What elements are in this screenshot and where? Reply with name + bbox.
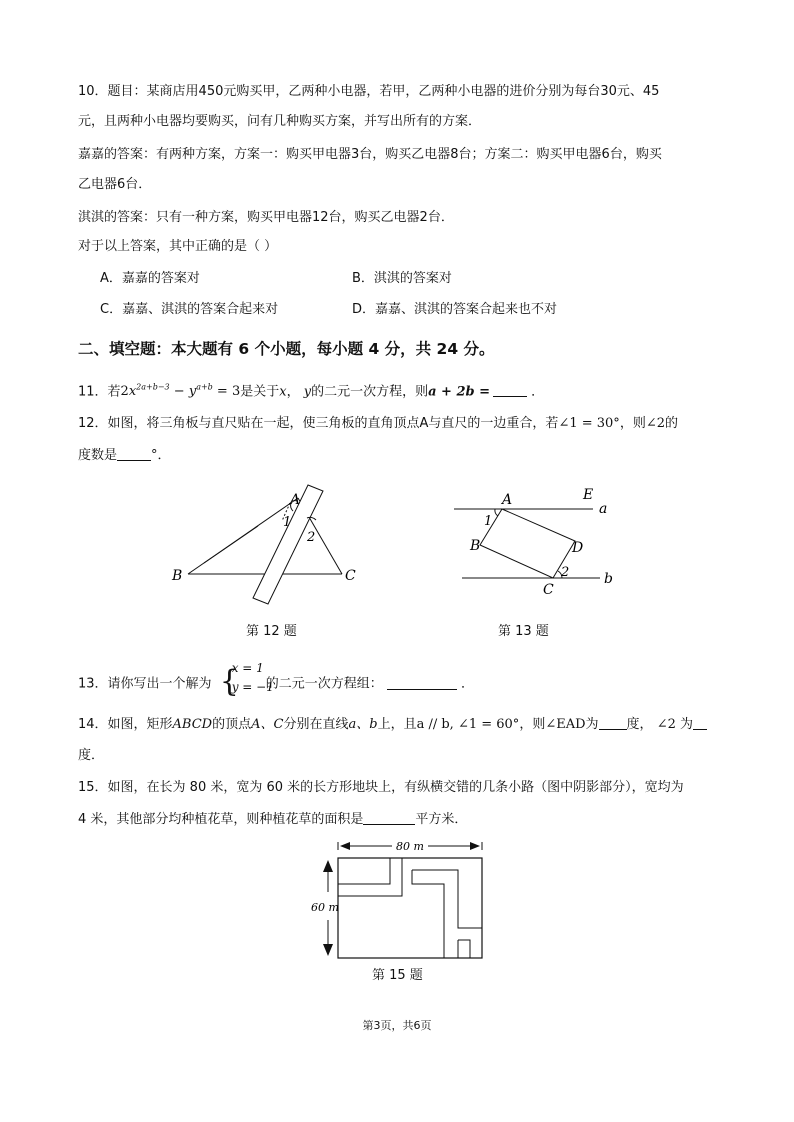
fig15-arrow-right <box>470 842 480 850</box>
fig15-outer-rect <box>338 858 482 958</box>
q14-condition: a // b, ∠1 = 60° <box>416 717 520 732</box>
q13-system-bottom: y = −1 <box>231 680 274 694</box>
q14-line1 <box>78 715 707 735</box>
figure-12 <box>168 478 368 613</box>
q14-text-c: 分别在直线 <box>283 717 349 732</box>
fig12-label-c: C <box>345 568 356 584</box>
fig13-label-line-b: b <box>604 571 613 587</box>
q11-prefix: 11．若 <box>78 384 121 400</box>
fig13-caption: 第 13 题 <box>498 624 549 639</box>
fig13-label-e: E <box>583 487 594 503</box>
q11-equation: $2x^{2a+b-3} - y^{a+b} = 3$ <box>120 383 241 400</box>
q13-end: ． <box>460 676 474 692</box>
fig13-label-line-a: a <box>599 501 608 517</box>
fig15-arrow-up <box>323 860 333 872</box>
fig15-width-label: 80 m <box>396 840 424 853</box>
fig13-angle1-arc <box>495 509 498 516</box>
fig15-path-2-inner <box>412 870 482 928</box>
q15-text-a: 4 米，其他部分均种植花草，则种植花草的面积是 <box>78 812 364 827</box>
q11-expression: a + 2b = <box>428 384 491 400</box>
q12-angle1: ∠1 = 30° <box>558 416 620 431</box>
fig15-path-1-outer <box>338 858 390 884</box>
q10-line1: 10．题目：某商店用450元购买甲，乙两种小电器，若甲，乙两种小电器的进价分别为每台30元、45 <box>78 84 660 99</box>
q10-option-b: B．淇淇的答案对 <box>352 271 452 286</box>
q10-option-d: D．嘉嘉、淇淇的答案合起来也不对 <box>352 302 558 317</box>
q13-system-top: x = 1 <box>231 661 264 675</box>
q10-option-c: C．嘉嘉、淇淇的答案合起来对 <box>100 302 279 317</box>
q12-text-a: 12．如图，将三角板与直尺贴在一起，使三角板的直角顶点A与直尺的一边重合，若 <box>78 416 559 431</box>
fig15-height-label: 60 m <box>311 901 339 914</box>
figure-15 <box>308 836 488 962</box>
q14-text-e: ，则 <box>519 717 546 732</box>
q13-system <box>219 661 274 701</box>
fig12-label-2: 2 <box>307 530 316 545</box>
q14-line2: 度． <box>78 748 105 763</box>
q13-line <box>78 661 474 701</box>
q14-ac: A、C <box>251 717 284 732</box>
q13-suffix: 的二元一次方程组： <box>265 676 383 692</box>
q15-text-b: 平方米． <box>415 812 468 827</box>
fig12-ab-over-ruler <box>204 526 258 563</box>
q13-brace: { <box>219 664 239 699</box>
fig13-label-d: D <box>572 540 584 556</box>
q14-abcd: ABCD <box>172 717 213 732</box>
q15-answer-blank <box>363 810 415 825</box>
q14-blank-1 <box>599 715 627 730</box>
q14-text-b: 的顶点 <box>212 717 252 732</box>
q11-answer-blank <box>493 382 527 397</box>
q14-angle-ead: ∠EAD <box>545 717 586 732</box>
fig15-path-1-inner <box>338 858 402 896</box>
q11-mid1: 是关于 <box>240 384 280 400</box>
fig15-arrow-down <box>323 944 333 956</box>
q12-text-d: 度数是 <box>78 448 118 463</box>
fig13-label-1: 1 <box>484 514 493 529</box>
figure-13 <box>448 482 623 600</box>
q11-var-x: x <box>279 384 287 400</box>
q10-jiajia-line1: 嘉嘉的答案：有两种方案，方案一：购买甲电器3台，购买乙电器8台；方案二：购买甲电器6台，购买 <box>78 147 662 162</box>
q12-answer-blank <box>117 446 151 461</box>
fig15-path-3 <box>458 940 470 958</box>
fig12-caption: 第 12 题 <box>246 624 297 639</box>
q14-text-d: 上，且 <box>377 717 417 732</box>
q14-ab: a、b <box>348 717 378 732</box>
q10-qiqi-answer: 淇淇的答案：只有一种方案，购买甲电器12台，购买乙电器2台． <box>78 210 454 225</box>
fig15-arrow-left <box>340 842 350 850</box>
q11-line: 11．若$2x^{2a+b-3} - y^{a+b} = 3$是关于x， y的二元一次方程，则a + 2b = ． <box>78 383 545 400</box>
fig12-label-1: 1 <box>283 515 292 530</box>
fig13-label-2: 2 <box>561 565 570 580</box>
q14-angle2: ∠2 <box>656 717 676 732</box>
q12-line2 <box>78 446 171 466</box>
q10-jiajia-line2: 乙电器6台． <box>78 177 152 192</box>
section-heading: 二、填空题：本大题有 6 个小题，每小题 4 分，共 24 分。 <box>78 340 495 358</box>
q12-text-b: ，则 <box>619 416 646 431</box>
q15-line1: 15．如图，在长为 80 米，宽为 60 米的长方形地块上，有纵横交错的几条小路（图中阴影部分），宽均为 <box>78 780 684 795</box>
q10-line2: 元，且两种小电器均要购买，问有几种购买方案，并写出所有的方案． <box>78 114 482 129</box>
q12-angle2: ∠2 <box>645 416 665 431</box>
fig13-label-b-vertex: B <box>470 538 481 554</box>
fig15-path-2-outer <box>412 870 444 958</box>
q12-text-c: 的 <box>665 416 679 431</box>
page-footer: 第3页，共6页 <box>362 1019 432 1032</box>
fig13-label-a-vertex: A <box>502 492 513 508</box>
q14-text-h: 为 <box>680 717 694 732</box>
q14-text-g: 度， <box>626 717 653 732</box>
q12-line1 <box>78 414 678 434</box>
q14-blank-2 <box>693 715 707 730</box>
q13-prefix: 13．请你写出一个解为 <box>78 676 212 692</box>
fig15-caption: 第 15 题 <box>372 968 423 983</box>
q11-mid2: 的二元一次方程，则 <box>311 384 429 400</box>
q15-line2 <box>78 810 467 830</box>
q13-answer-blank <box>387 675 457 690</box>
q10-option-a: A．嘉嘉的答案对 <box>100 271 200 286</box>
fig12-label-b: B <box>172 568 183 584</box>
q11-var-y: y <box>303 384 312 400</box>
fig12-label-a: A <box>290 492 301 508</box>
q10-question: 对于以上答案，其中正确的是（ ） <box>78 239 278 254</box>
q11-suffix: ． <box>531 384 545 400</box>
q14-text-a: 14．如图，矩形 <box>78 717 173 732</box>
q14-text-f: 为 <box>585 717 599 732</box>
q12-text-end: °． <box>151 448 171 463</box>
fig13-label-c: C <box>543 582 554 598</box>
